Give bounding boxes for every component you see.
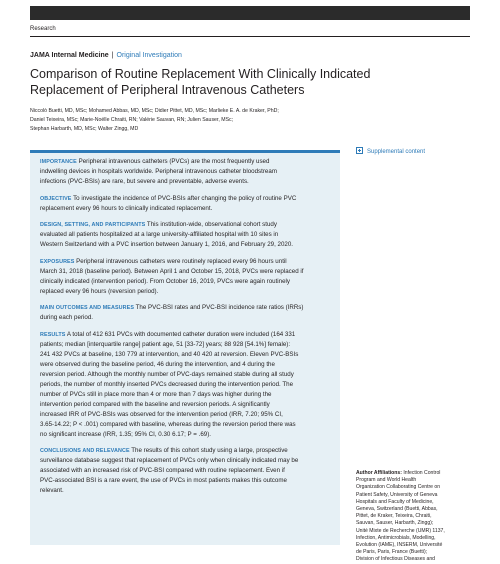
abstract-line <box>40 456 332 466</box>
abstract-line <box>40 420 332 430</box>
abstract-text: were observed during the baseline period, 46 during the intervention, and 4 during the <box>40 360 275 368</box>
affiliation-line: Division of Infectious Diseases and <box>356 556 435 563</box>
abstract-text: infections (PVC-BSIs) are rare, but severe and preventable, adverse events. <box>40 178 249 185</box>
abstract-text: 241 432 PVCs at baseline, 130 779 at intervention, and 40 420 at reversion. Eleven PVC-BSIs <box>40 350 299 358</box>
abstract-line <box>40 476 332 486</box>
abstract-text: increased IRR of PVC-BSIs was observed for the intervention period (IRR, 7.20; 95% CI, <box>40 410 283 418</box>
abstract-line <box>40 177 332 187</box>
abstract-section-importance <box>40 157 332 187</box>
abstract-line <box>40 380 332 390</box>
abstract-line <box>40 204 332 214</box>
abstract-line <box>40 446 332 456</box>
affiliation-first-line <box>356 470 481 477</box>
author-line: Niccolò Buetti, MD, MSc; Mohamed Abbas, MD, MSc; Didier Pittet, MD, MSc; Marlieke E. A. de Kraker, PhD; <box>30 108 279 114</box>
header-rule <box>30 36 470 37</box>
abstract-text: 3.65-14.22; P < .001) compared with baseline, whereas during the reversion period there was <box>40 420 296 428</box>
abstract-text: no significant increase (IRR, 1.35; 95% CI, 0.30 6.17; P = .69). <box>40 430 211 438</box>
author-affiliations <box>356 470 481 564</box>
abstract-text: To investigate the incidence of PVC-BSIs after changing the policy of routine PVC <box>71 194 297 202</box>
affiliation-line: Pittet, de Kraker, Teixeira, Chraiti, <box>356 513 432 520</box>
abstract-text: number of PVCs still in place more than 4 or more than 7 days was higher during the <box>40 390 272 398</box>
abstract-heading: CONCLUSIONS AND RELEVANCE <box>40 448 130 454</box>
abstract-text: replacement every 96 hours to clinically indicated replacement. <box>40 204 213 212</box>
affiliation-line: Evolution (IAME), INSERM, Université <box>356 542 443 549</box>
abstract-text: replaced every 96 hours (reversion period). <box>40 287 159 295</box>
article-title <box>30 66 470 98</box>
abstract-line <box>40 430 332 440</box>
abstract-text: during each period. <box>40 314 93 321</box>
journal-name: JAMA Internal Medicine <box>30 52 109 59</box>
article-title-line: Comparison of Routine Replacement With Clinically Indicated <box>30 67 371 81</box>
section-label: Research <box>30 26 56 32</box>
abstract-section-design-setting-and-participants <box>40 220 332 250</box>
abstract-line <box>40 257 332 267</box>
abstract-text: relevant. <box>40 487 64 494</box>
abstract-text: A total of 412 631 PVCs with documented catheter duration were included (164 331 <box>65 330 296 338</box>
abstract-text: Western Switzerland with a PVC insertion between January 1, 2016, and February 29, 2020. <box>40 241 294 248</box>
author-list <box>30 107 470 134</box>
abstract-line <box>40 350 332 360</box>
header-bar <box>30 6 470 20</box>
article-title-line: Replacement of Peripheral Intravenous Catheters <box>30 83 305 97</box>
abstract-line <box>40 277 332 287</box>
abstract-section-main-outcomes-and-measures <box>40 303 332 323</box>
supplemental-label: Supplemental content <box>367 149 426 155</box>
affiliation-line: Hospitals and Faculty of Medicine, <box>356 498 434 505</box>
abstract-line <box>40 466 332 476</box>
affiliation-line: Organization Collaborating Centre on <box>356 484 441 491</box>
abstract-text: This institution-wide, observational cohort study <box>145 221 277 228</box>
abstract-text: indwelling devices in hospitals worldwide. Peripheral intravenous catheter bloodstream <box>40 168 277 175</box>
abstract-text: Peripheral intravenous catheters (PVCs) are the most frequently used <box>76 158 270 165</box>
abstract-text: periods, the number of monthly inserted PVCs decreased during the intervention period. The <box>40 380 294 388</box>
affiliation-line: Infection, Antimicrobials, Modelling, <box>356 534 436 541</box>
abstract-line <box>40 400 332 410</box>
abstract-text: PVC-associated BSI is a rare event, the use of PVCs in most patients makes this outcome <box>40 477 287 484</box>
abstract-line <box>40 267 332 277</box>
abstract-text: patients; median [interquartile range] patient age, 51 [33-72] years; 88 928 [54.1%] female): <box>40 340 291 348</box>
affiliation-line: Program and World Health <box>356 477 417 484</box>
abstract-text: reversion period. Although the monthly number of PVC-days remained stable during all study <box>40 370 294 378</box>
abstract-line <box>40 240 332 250</box>
abstract-line <box>40 410 332 420</box>
abstract-text: March 31, 2018 (baseline period). Between April 1 and October 15, 2018, PVCs were replaced if <box>40 267 304 275</box>
abstract-section-exposures <box>40 257 332 297</box>
abstract-line <box>40 287 332 297</box>
affiliation-line: de Paris, Paris, France (Buetti); <box>356 549 428 556</box>
abstract-line <box>40 390 332 400</box>
abstract-text: The PVC-BSI rates and PVC-BSI incidence rate ratios (IRRs) <box>134 304 304 311</box>
journal-separator: | <box>111 52 114 59</box>
author-line: Stephan Harbarth, MD, MSc; Walter Zingg, MD <box>30 126 139 132</box>
abstract-heading: EXPOSURES <box>40 258 75 265</box>
abstract-line <box>40 486 332 496</box>
abstract-section-results <box>40 330 332 440</box>
abstract-line <box>40 370 332 380</box>
journal-line <box>30 52 182 59</box>
affiliation-line: Unité Mixte de Recherche (UMR) 1137, <box>356 527 445 534</box>
article-type-link[interactable]: Original Investigation <box>116 52 182 59</box>
abstract-line <box>40 313 332 323</box>
abstract-text: evaluated all patients hospitalized at a large university-affiliated hospital with 10 sites in <box>40 231 279 238</box>
abstract-text: clinically indicated (intervention period). From October 16, 2019, PVCs were again routinely <box>40 277 291 285</box>
abstract-line <box>40 230 332 240</box>
abstract-text: The results of this cohort study using a large, prospective <box>129 447 288 454</box>
abstract-heading: DESIGN, SETTING, AND PARTICIPANTS <box>40 222 146 228</box>
abstract <box>40 157 332 503</box>
abstract-text: intervention period compared with the baseline and reversion periods. A significantly <box>40 400 270 408</box>
abstract-text: Peripheral intravenous catheters were routinely replaced every 96 hours until <box>74 257 287 265</box>
plus-icon <box>356 147 363 154</box>
abstract-line <box>40 220 332 230</box>
abstract-text: surveillance database suggest that replacement of PVCs only when clinically indicated may be <box>40 457 299 464</box>
affiliation-line: Patient Safety, University of Geneva <box>356 491 438 498</box>
supplemental-content-link[interactable] <box>356 147 425 155</box>
affiliation-text: Infection Control <box>401 470 441 476</box>
abstract-section-objective <box>40 194 332 214</box>
abstract-text: associated with an increased risk of PVC-BSI compared with routine replacement. Even if <box>40 467 285 474</box>
abstract-line <box>40 167 332 177</box>
abstract-line <box>40 330 332 340</box>
abstract-line <box>40 303 332 313</box>
abstract-line <box>40 340 332 350</box>
abstract-heading: MAIN OUTCOMES AND MEASURES <box>40 305 135 311</box>
author-line: Daniel Teixeira, MSc; Marie-Noëlle Chraiti, RN; Valérie Sauvan, RN; Julien Sauser, MSc; <box>30 117 234 123</box>
abstract-heading: OBJECTIVE <box>40 195 72 202</box>
abstract-line <box>40 360 332 370</box>
affiliation-line: Sauvan, Sauser, Harbarth, Zingg); <box>356 520 434 527</box>
affiliation-label: Author Affiliations: <box>356 470 402 476</box>
abstract-line <box>40 157 332 167</box>
abstract-heading: RESULTS <box>40 331 66 338</box>
affiliation-line: Geneva, Switzerland (Buetti, Abbas, <box>356 506 438 513</box>
abstract-section-conclusions-and-relevance <box>40 446 332 496</box>
abstract-line <box>40 194 332 204</box>
abstract-heading: IMPORTANCE <box>40 159 77 165</box>
